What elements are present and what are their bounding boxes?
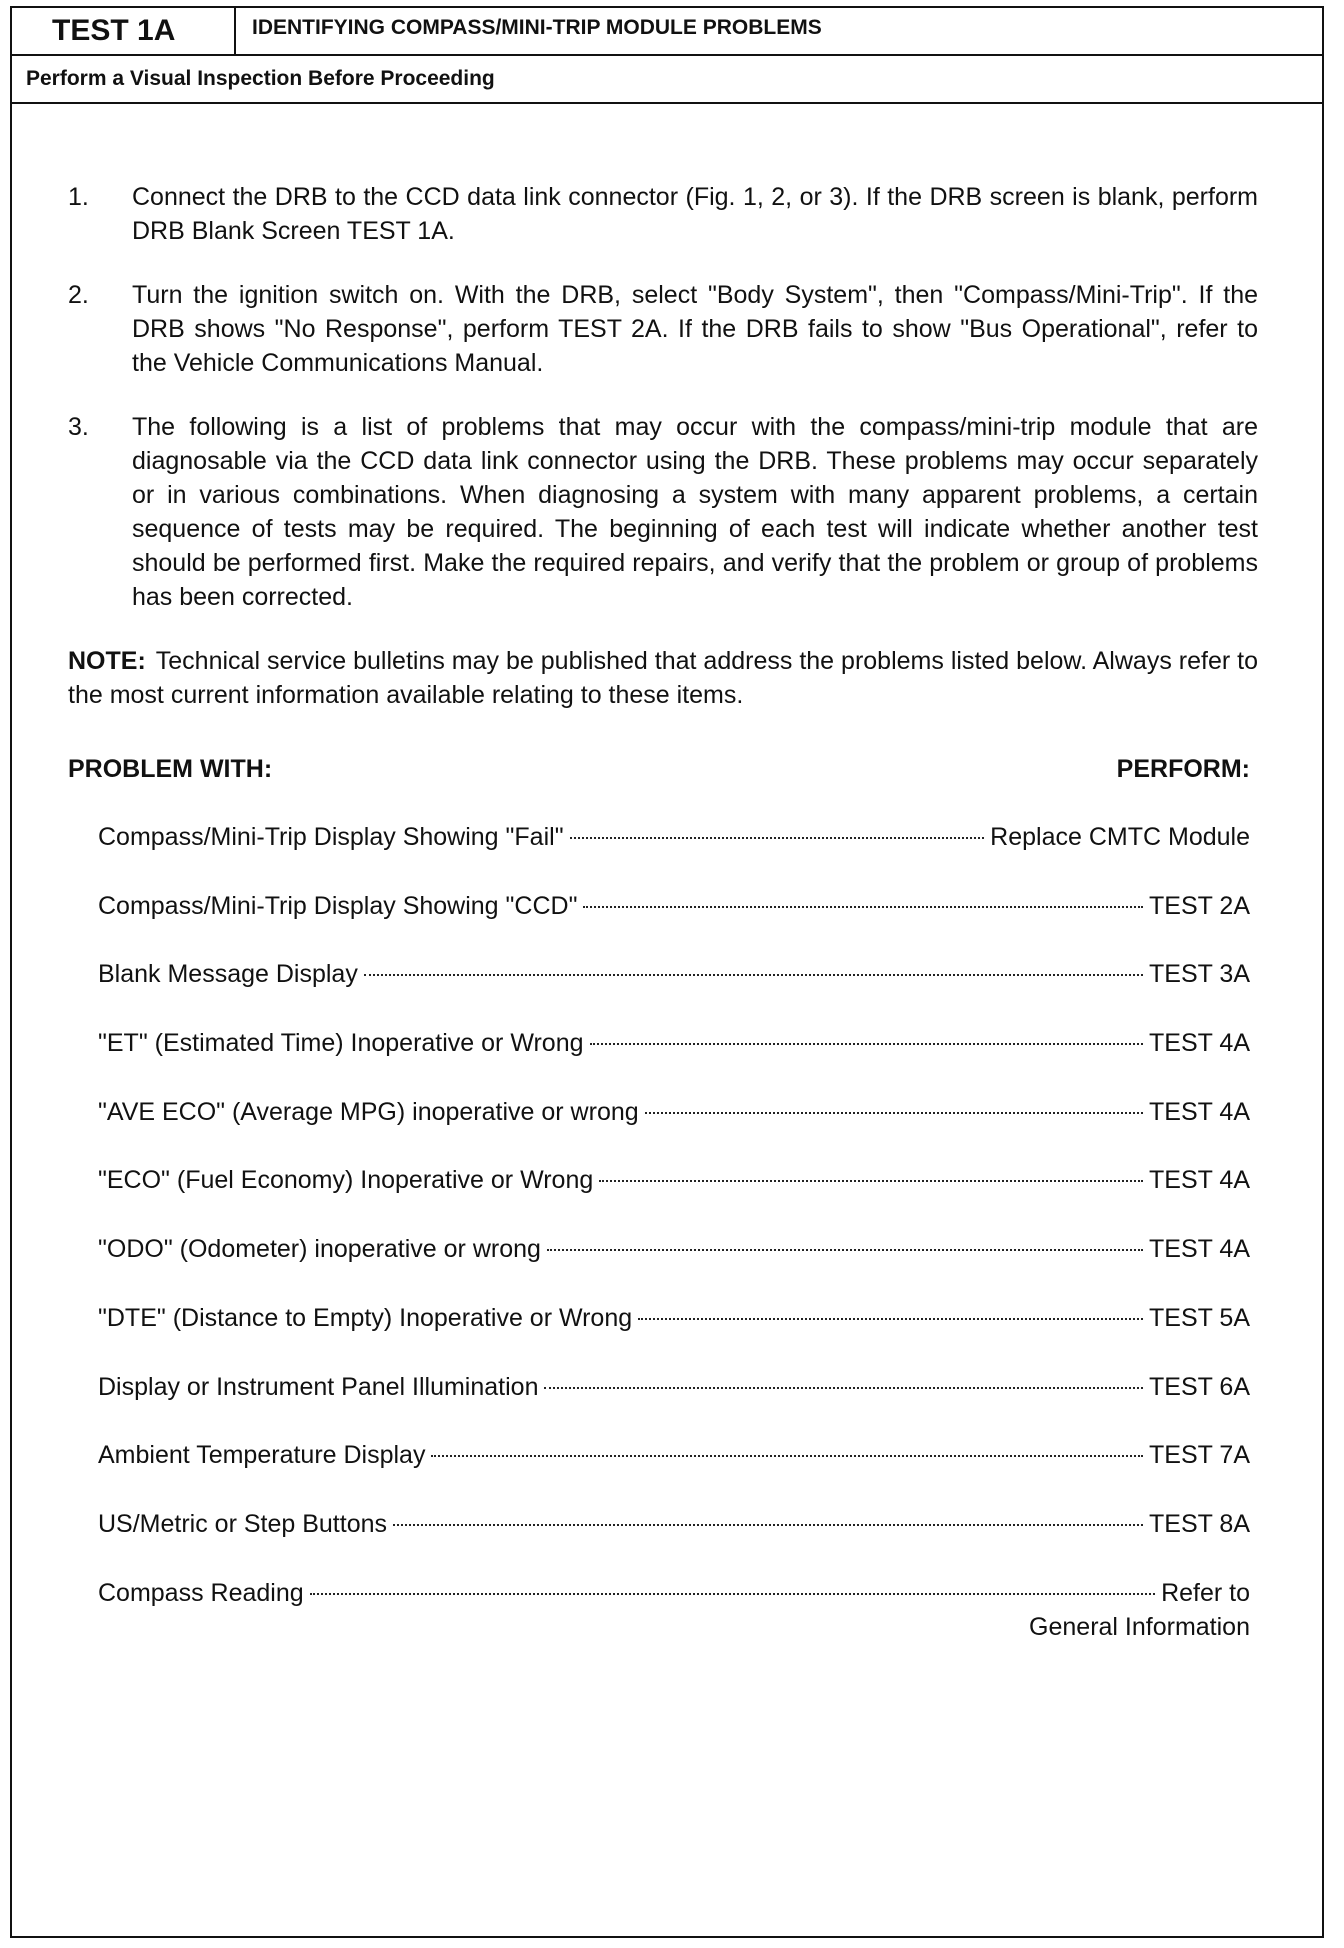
problem-action: Refer to [1161, 1578, 1250, 1607]
problem-description: Ambient Temperature Display [98, 1441, 426, 1470]
problem-action: TEST 8A [1149, 1509, 1250, 1538]
problem-action: TEST 5A [1149, 1303, 1250, 1332]
step-number: 3. [68, 413, 89, 441]
test-id: TEST 1A [12, 8, 236, 54]
problem-action: TEST 2A [1149, 891, 1250, 920]
problem-action: TEST 4A [1149, 1097, 1250, 1126]
note-label: NOTE: [68, 647, 146, 675]
problem-action: TEST 4A [1149, 1166, 1250, 1195]
problem-description: Compass Reading [98, 1578, 304, 1607]
problem-action: TEST 7A [1149, 1441, 1250, 1470]
dot-leader [393, 1524, 1143, 1526]
problem-row [68, 957, 1258, 1026]
problem-row [68, 1026, 1258, 1095]
dot-leader [544, 1387, 1143, 1389]
dot-leader [599, 1180, 1143, 1182]
problem-description: Display or Instrument Panel Illumination [98, 1372, 539, 1401]
dot-leader [590, 1043, 1144, 1045]
inspection-subtitle: Perform a Visual Inspection Before Proceeding [12, 56, 1322, 104]
problem-row [68, 820, 1258, 889]
problem-column-header: PROBLEM WITH: [68, 755, 273, 783]
step-item [68, 278, 1258, 380]
problem-row [68, 1438, 1258, 1507]
problem-action: Replace CMTC Module [990, 823, 1250, 851]
step-number: 1. [68, 183, 89, 211]
dot-leader [310, 1593, 1155, 1595]
problem-description: Compass/Mini-Trip Display Showing "Fail" [98, 823, 564, 851]
problems-header [68, 752, 1258, 786]
problem-row [68, 1576, 1258, 1644]
step-text: Turn the ignition switch on. With the DRB, select "Body System", then "Compass/Mini-Trip". If the DRB shows "No Response", perform TEST 2A. If the DRB fails to show "Bus Operational", refer to the Vehicle Communications Manual. [132, 281, 1258, 377]
problem-description: "DTE" (Distance to Empty) Inoperative or Wrong [98, 1303, 633, 1332]
problem-description: "ECO" (Fuel Economy) Inoperative or Wrong [98, 1166, 594, 1195]
dot-leader [583, 906, 1143, 908]
problem-row [68, 1370, 1258, 1439]
problem-row [68, 1095, 1258, 1164]
dot-leader [638, 1318, 1143, 1320]
test-title: IDENTIFYING COMPASS/MINI-TRIP MODULE PROBLEMS [252, 16, 822, 39]
dot-leader [645, 1112, 1143, 1114]
dot-leader [431, 1455, 1143, 1457]
note [68, 644, 1258, 712]
problem-row [68, 1301, 1258, 1370]
problem-action: TEST 4A [1149, 1235, 1250, 1264]
problem-row [68, 1507, 1258, 1576]
problem-row [68, 1232, 1258, 1301]
problem-list [68, 820, 1258, 1644]
step-number: 2. [68, 281, 89, 309]
dot-leader [547, 1249, 1143, 1251]
step-item [68, 410, 1258, 614]
problem-description: "AVE ECO" (Average MPG) inoperative or wrong [98, 1097, 639, 1126]
header-row [12, 8, 1322, 56]
perform-column-header: PERFORM: [1116, 755, 1250, 783]
step-text: Connect the DRB to the CCD data link connector (Fig. 1, 2, or 3). If the DRB screen is blank, perform DRB Blank Screen TEST 1A. [132, 183, 1258, 245]
content [68, 180, 1258, 1644]
problem-action: TEST 6A [1149, 1372, 1250, 1401]
dot-leader [364, 974, 1143, 976]
problem-description: Compass/Mini-Trip Display Showing "CCD" [98, 891, 578, 920]
problem-action-continued: General Information [1029, 1612, 1250, 1641]
step-item [68, 180, 1258, 248]
problem-description: US/Metric or Step Buttons [98, 1509, 388, 1538]
dot-leader [570, 837, 985, 839]
problem-description: "ODO" (Odometer) inoperative or wrong [98, 1235, 541, 1264]
problem-row [68, 1163, 1258, 1232]
problem-row [68, 889, 1258, 958]
step-text: The following is a list of problems that may occur with the compass/mini-trip module that are diagnosable via the CCD data link connector using the DRB. These problems may occur separately or in various combinations. When diagnosing a system with many apparent problems, a certain sequence of tests may be required. The beginning of each test will indicate whether another test should be performed first. Make the required repairs, and verify that the problem or group of problems has been corrected. [132, 413, 1258, 611]
problem-description: "ET" (Estimated Time) Inoperative or Wrong [98, 1029, 584, 1058]
problem-description: Blank Message Display [98, 960, 358, 989]
problem-action: TEST 3A [1149, 960, 1250, 989]
problem-action: TEST 4A [1149, 1029, 1250, 1058]
note-text: Technical service bulletins may be published that address the problems listed below. Always refer to the most current information available relating to these items. [68, 647, 1258, 709]
